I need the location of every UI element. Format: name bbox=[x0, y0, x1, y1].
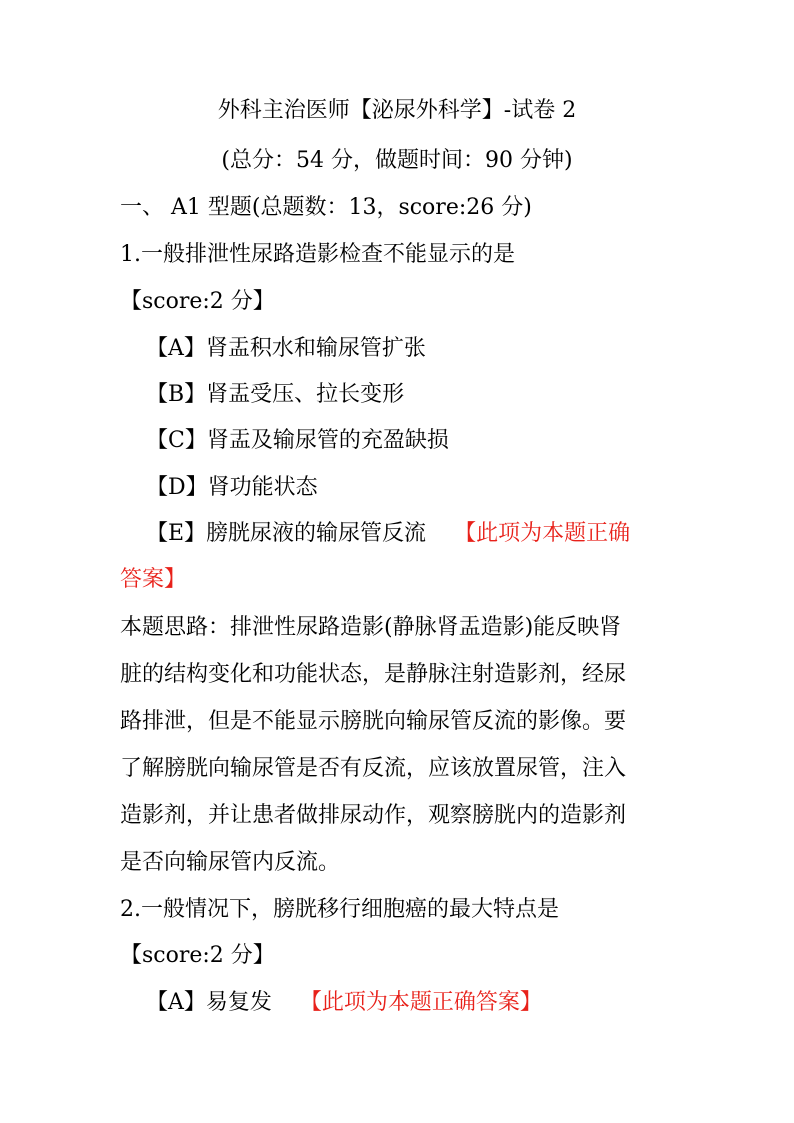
q2-correct-answer-mark: 【此项为本题正确答案】 bbox=[299, 990, 542, 1015]
q1-explanation-line-1: 本题思路：排泄性尿路造影(静脉肾盂造影)能反映肾 bbox=[120, 615, 622, 640]
q1-explanation-line-2: 脏的结构变化和功能状态，是静脉注射造影剂，经尿 bbox=[120, 662, 627, 687]
correct-answer-mark: 【此项为本题正确 bbox=[454, 521, 631, 546]
question-2-stem: 2.一般情况下，膀胱移行细胞癌的最大特点是 bbox=[120, 897, 559, 922]
section-heading: 一、 A1 型题(总题数：13，score:26 分) bbox=[120, 195, 532, 220]
question-2-score: 【score:2 分】 bbox=[120, 943, 275, 968]
document-title: 外科主治医师【泌尿外科学】-试卷 2 bbox=[217, 98, 577, 123]
correct-answer-mark-cont: 答案】 bbox=[120, 567, 187, 592]
q1-explanation-line-5: 造影剂，并让患者做排尿动作，观察膀胱内的造影剂 bbox=[120, 803, 627, 828]
document-subtitle: (总分：54 分，做题时间：90 分钟) bbox=[221, 148, 573, 173]
q2-option-a-text: 【A】易复发 bbox=[146, 990, 272, 1015]
question-1-score: 【score:2 分】 bbox=[120, 289, 275, 314]
q2-option-a bbox=[146, 988, 676, 1018]
q1-option-d: 【D】肾功能状态 bbox=[146, 475, 318, 500]
q1-option-e-text: 【E】膀胱尿液的输尿管反流 bbox=[146, 521, 427, 546]
q1-option-e bbox=[146, 519, 676, 549]
q1-explanation-line-6: 是否向输尿管内反流。 bbox=[120, 850, 341, 875]
q1-option-a: 【A】肾盂积水和输尿管扩张 bbox=[146, 336, 426, 361]
question-1-stem: 1.一般排泄性尿路造影检查不能显示的是 bbox=[120, 242, 515, 267]
q1-explanation-line-4: 了解膀胱向输尿管是否有反流，应该放置尿管，注入 bbox=[120, 756, 627, 781]
q1-explanation-line-3: 路排泄，但是不能显示膀胱向输尿管反流的影像。要 bbox=[120, 709, 627, 734]
q1-option-c: 【C】肾盂及输尿管的充盈缺损 bbox=[146, 428, 449, 453]
q1-option-b: 【B】肾盂受压、拉长变形 bbox=[146, 382, 405, 407]
